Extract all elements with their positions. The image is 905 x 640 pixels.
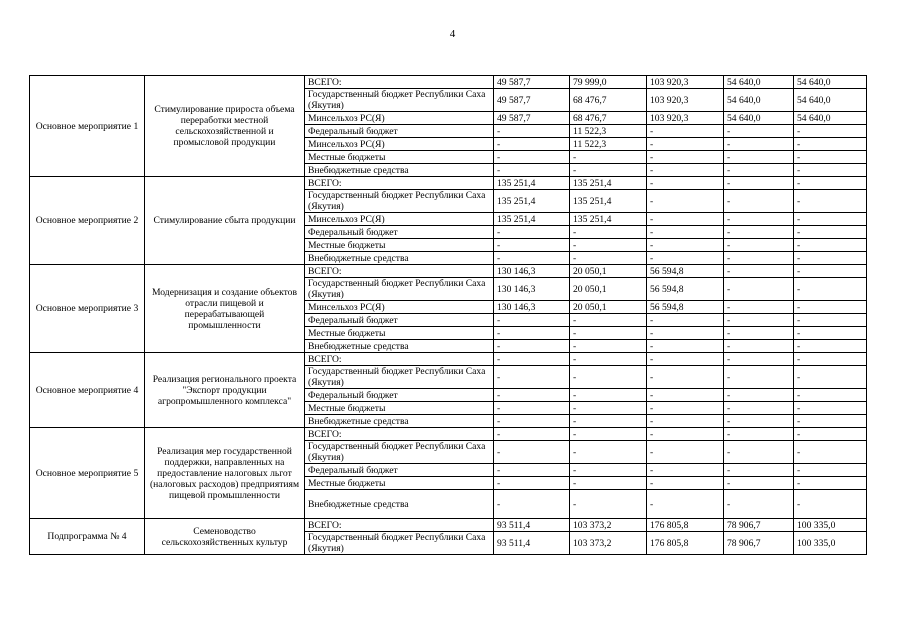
measure-name: Основное мероприятие 2 — [30, 177, 145, 265]
table-row — [30, 177, 867, 190]
amount-cell: 49 587,7 — [494, 76, 570, 89]
amount-cell: - — [570, 402, 647, 415]
amount-cell: - — [647, 164, 724, 177]
amount-cell: - — [570, 314, 647, 327]
amount-cell: 176 805,8 — [647, 519, 724, 532]
amount-cell: - — [647, 314, 724, 327]
funding-source: Государственный бюджет Республики Саха (Якутия) — [305, 278, 494, 301]
amount-cell: 103 373,2 — [570, 532, 647, 555]
amount-cell: - — [570, 389, 647, 402]
funding-source: Федеральный бюджет — [305, 389, 494, 402]
amount-cell: - — [647, 138, 724, 151]
funding-source: Местные бюджеты — [305, 239, 494, 252]
amount-cell: 54 640,0 — [794, 112, 867, 125]
funding-source: Внебюджетные средства — [305, 490, 494, 519]
amount-cell: 100 335,0 — [794, 519, 867, 532]
funding-source: Минсельхоз РС(Я) — [305, 138, 494, 151]
amount-cell: - — [494, 402, 570, 415]
amount-cell: - — [494, 151, 570, 164]
amount-cell: 103 920,3 — [647, 76, 724, 89]
amount-cell: 54 640,0 — [794, 89, 867, 112]
amount-cell: - — [794, 353, 867, 366]
amount-cell: - — [647, 464, 724, 477]
measure-description: Стимулирование прироста объема переработки местной сельскохозяйственной и промысловой продукции — [145, 76, 305, 177]
amount-cell: - — [794, 265, 867, 278]
funding-source: ВСЕГО: — [305, 353, 494, 366]
amount-cell: - — [794, 239, 867, 252]
amount-cell: - — [724, 477, 794, 490]
measure-name: Основное мероприятие 3 — [30, 265, 145, 353]
amount-cell: 11 522,3 — [570, 138, 647, 151]
amount-cell: - — [570, 226, 647, 239]
amount-cell: - — [647, 213, 724, 226]
amount-cell: - — [794, 366, 867, 389]
amount-cell: - — [494, 415, 570, 428]
amount-cell: - — [647, 353, 724, 366]
funding-source: Минсельхоз РС(Я) — [305, 213, 494, 226]
amount-cell: - — [647, 428, 724, 441]
amount-cell: - — [724, 441, 794, 464]
funding-source: Федеральный бюджет — [305, 226, 494, 239]
amount-cell: - — [794, 477, 867, 490]
amount-cell: - — [724, 177, 794, 190]
amount-cell: - — [494, 389, 570, 402]
amount-cell: - — [794, 138, 867, 151]
amount-cell: 176 805,8 — [647, 532, 724, 555]
measure-name: Основное мероприятие 4 — [30, 353, 145, 428]
funding-source: Государственный бюджет Республики Саха (Якутия) — [305, 441, 494, 464]
amount-cell: - — [647, 477, 724, 490]
amount-cell: - — [724, 402, 794, 415]
amount-cell: 130 146,3 — [494, 301, 570, 314]
amount-cell: 20 050,1 — [570, 301, 647, 314]
funding-source: Местные бюджеты — [305, 402, 494, 415]
amount-cell: 49 587,7 — [494, 112, 570, 125]
amount-cell: - — [794, 213, 867, 226]
amount-cell: 11 522,3 — [570, 125, 647, 138]
amount-cell: - — [724, 428, 794, 441]
amount-cell: - — [794, 490, 867, 519]
amount-cell: - — [794, 415, 867, 428]
amount-cell: - — [794, 125, 867, 138]
table-row — [30, 76, 867, 89]
funding-source: Внебюджетные средства — [305, 252, 494, 265]
amount-cell: - — [794, 164, 867, 177]
table-row — [30, 353, 867, 366]
amount-cell: - — [647, 366, 724, 389]
measure-description: Модернизация и создание объектов отрасли пищевой и перерабатывающей промышленности — [145, 265, 305, 353]
amount-cell: - — [570, 340, 647, 353]
amount-cell: - — [494, 353, 570, 366]
amount-cell: 103 920,3 — [647, 112, 724, 125]
amount-cell: - — [794, 327, 867, 340]
amount-cell: 130 146,3 — [494, 265, 570, 278]
amount-cell: - — [794, 428, 867, 441]
amount-cell: - — [570, 490, 647, 519]
amount-cell: - — [494, 490, 570, 519]
funding-source: ВСЕГО: — [305, 428, 494, 441]
amount-cell: 135 251,4 — [494, 190, 570, 213]
funding-source: Государственный бюджет Республики Саха (Якутия) — [305, 366, 494, 389]
funding-source: ВСЕГО: — [305, 177, 494, 190]
amount-cell: - — [570, 252, 647, 265]
amount-cell: - — [570, 164, 647, 177]
amount-cell: - — [647, 441, 724, 464]
amount-cell: - — [724, 415, 794, 428]
table-row — [30, 428, 867, 441]
table-row — [30, 265, 867, 278]
amount-cell: 100 335,0 — [794, 532, 867, 555]
amount-cell: - — [794, 151, 867, 164]
amount-cell: - — [724, 138, 794, 151]
amount-cell: - — [724, 490, 794, 519]
amount-cell: - — [647, 226, 724, 239]
amount-cell: - — [494, 164, 570, 177]
amount-cell: 68 476,7 — [570, 112, 647, 125]
amount-cell: - — [570, 477, 647, 490]
amount-cell: - — [794, 389, 867, 402]
amount-cell: - — [647, 340, 724, 353]
amount-cell: - — [724, 464, 794, 477]
amount-cell: 135 251,4 — [494, 177, 570, 190]
funding-source: Государственный бюджет Республики Саха (Якутия) — [305, 89, 494, 112]
amount-cell: - — [724, 190, 794, 213]
amount-cell: - — [570, 428, 647, 441]
amount-cell: - — [724, 327, 794, 340]
funding-source: Местные бюджеты — [305, 477, 494, 490]
amount-cell: - — [570, 366, 647, 389]
amount-cell: - — [494, 327, 570, 340]
funding-source: ВСЕГО: — [305, 76, 494, 89]
measure-name: Основное мероприятие 5 — [30, 428, 145, 519]
measure-description: Семеноводство сельскохозяйственных культур — [145, 519, 305, 555]
amount-cell: - — [494, 477, 570, 490]
amount-cell: - — [570, 327, 647, 340]
funding-source: Внебюджетные средства — [305, 164, 494, 177]
amount-cell: - — [647, 327, 724, 340]
amount-cell: 68 476,7 — [570, 89, 647, 112]
funding-source: ВСЕГО: — [305, 265, 494, 278]
amount-cell: - — [570, 441, 647, 464]
amount-cell: - — [647, 389, 724, 402]
amount-cell: - — [794, 340, 867, 353]
amount-cell: - — [724, 366, 794, 389]
amount-cell: - — [647, 252, 724, 265]
amount-cell: - — [570, 353, 647, 366]
amount-cell: - — [494, 252, 570, 265]
amount-cell: 56 594,8 — [647, 301, 724, 314]
amount-cell: - — [794, 177, 867, 190]
amount-cell: - — [794, 314, 867, 327]
amount-cell: 135 251,4 — [494, 213, 570, 226]
measure-name: Подпрограмма № 4 — [30, 519, 145, 555]
amount-cell: 130 146,3 — [494, 278, 570, 301]
page-number: 4 — [449, 28, 456, 40]
funding-source: Минсельхоз РС(Я) — [305, 301, 494, 314]
funding-source: Государственный бюджет Республики Саха (Якутия) — [305, 190, 494, 213]
amount-cell: - — [647, 239, 724, 252]
amount-cell: - — [794, 278, 867, 301]
amount-cell: - — [724, 164, 794, 177]
amount-cell: - — [724, 226, 794, 239]
amount-cell: 135 251,4 — [570, 190, 647, 213]
amount-cell: - — [724, 314, 794, 327]
amount-cell: - — [647, 151, 724, 164]
amount-cell: - — [494, 340, 570, 353]
amount-cell: - — [570, 464, 647, 477]
funding-source: Государственный бюджет Республики Саха (Якутия) — [305, 532, 494, 555]
funding-source: Местные бюджеты — [305, 327, 494, 340]
amount-cell: - — [647, 490, 724, 519]
amount-cell: 56 594,8 — [647, 278, 724, 301]
amount-cell: - — [494, 125, 570, 138]
amount-cell: - — [494, 314, 570, 327]
amount-cell: - — [794, 441, 867, 464]
amount-cell: - — [724, 125, 794, 138]
amount-cell: - — [647, 402, 724, 415]
amount-cell: - — [494, 226, 570, 239]
amount-cell: 93 511,4 — [494, 519, 570, 532]
amount-cell: - — [647, 190, 724, 213]
measure-description: Реализация регионального проекта "Экспорт продукции агропромышленного комплекса" — [145, 353, 305, 428]
funding-source: Местные бюджеты — [305, 151, 494, 164]
amount-cell: 56 594,8 — [647, 265, 724, 278]
amount-cell: - — [570, 239, 647, 252]
amount-cell: 103 920,3 — [647, 89, 724, 112]
amount-cell: - — [647, 415, 724, 428]
amount-cell: 78 906,7 — [724, 532, 794, 555]
funding-source: Внебюджетные средства — [305, 340, 494, 353]
funding-table — [29, 75, 867, 555]
amount-cell: 20 050,1 — [570, 265, 647, 278]
table-row — [30, 519, 867, 532]
amount-cell: 135 251,4 — [570, 213, 647, 226]
funding-source: Федеральный бюджет — [305, 314, 494, 327]
amount-cell: - — [724, 278, 794, 301]
amount-cell: - — [724, 265, 794, 278]
amount-cell: 79 999,0 — [570, 76, 647, 89]
amount-cell: - — [724, 340, 794, 353]
amount-cell: - — [794, 252, 867, 265]
amount-cell: - — [647, 125, 724, 138]
amount-cell: - — [724, 239, 794, 252]
funding-source: Внебюджетные средства — [305, 415, 494, 428]
amount-cell: 54 640,0 — [724, 112, 794, 125]
funding-source: Федеральный бюджет — [305, 464, 494, 477]
amount-cell: - — [494, 464, 570, 477]
amount-cell: - — [724, 389, 794, 402]
amount-cell: - — [494, 366, 570, 389]
amount-cell: 78 906,7 — [724, 519, 794, 532]
amount-cell: - — [570, 415, 647, 428]
measure-name: Основное мероприятие 1 — [30, 76, 145, 177]
amount-cell: - — [794, 402, 867, 415]
funding-source: Минсельхоз РС(Я) — [305, 112, 494, 125]
amount-cell: - — [494, 428, 570, 441]
funding-source: Федеральный бюджет — [305, 125, 494, 138]
amount-cell: 103 373,2 — [570, 519, 647, 532]
funding-source: ВСЕГО: — [305, 519, 494, 532]
amount-cell: - — [494, 138, 570, 151]
amount-cell: - — [724, 213, 794, 226]
amount-cell: - — [794, 190, 867, 213]
amount-cell: 49 587,7 — [494, 89, 570, 112]
amount-cell: 54 640,0 — [724, 76, 794, 89]
amount-cell: 54 640,0 — [724, 89, 794, 112]
amount-cell: - — [794, 301, 867, 314]
amount-cell: - — [647, 177, 724, 190]
amount-cell: - — [724, 301, 794, 314]
amount-cell: - — [724, 252, 794, 265]
amount-cell: 20 050,1 — [570, 278, 647, 301]
amount-cell: - — [570, 151, 647, 164]
amount-cell: - — [494, 441, 570, 464]
amount-cell: 54 640,0 — [794, 76, 867, 89]
amount-cell: 93 511,4 — [494, 532, 570, 555]
measure-description: Стимулирование сбыта продукции — [145, 177, 305, 265]
measure-description: Реализация мер государственной поддержки, направленных на предоставление налоговых льгот (налоговых расходов) предприятиям пищевой промышленности — [145, 428, 305, 519]
amount-cell: 135 251,4 — [570, 177, 647, 190]
amount-cell: - — [794, 464, 867, 477]
amount-cell: - — [724, 151, 794, 164]
amount-cell: - — [794, 226, 867, 239]
amount-cell: - — [724, 353, 794, 366]
amount-cell: - — [494, 239, 570, 252]
